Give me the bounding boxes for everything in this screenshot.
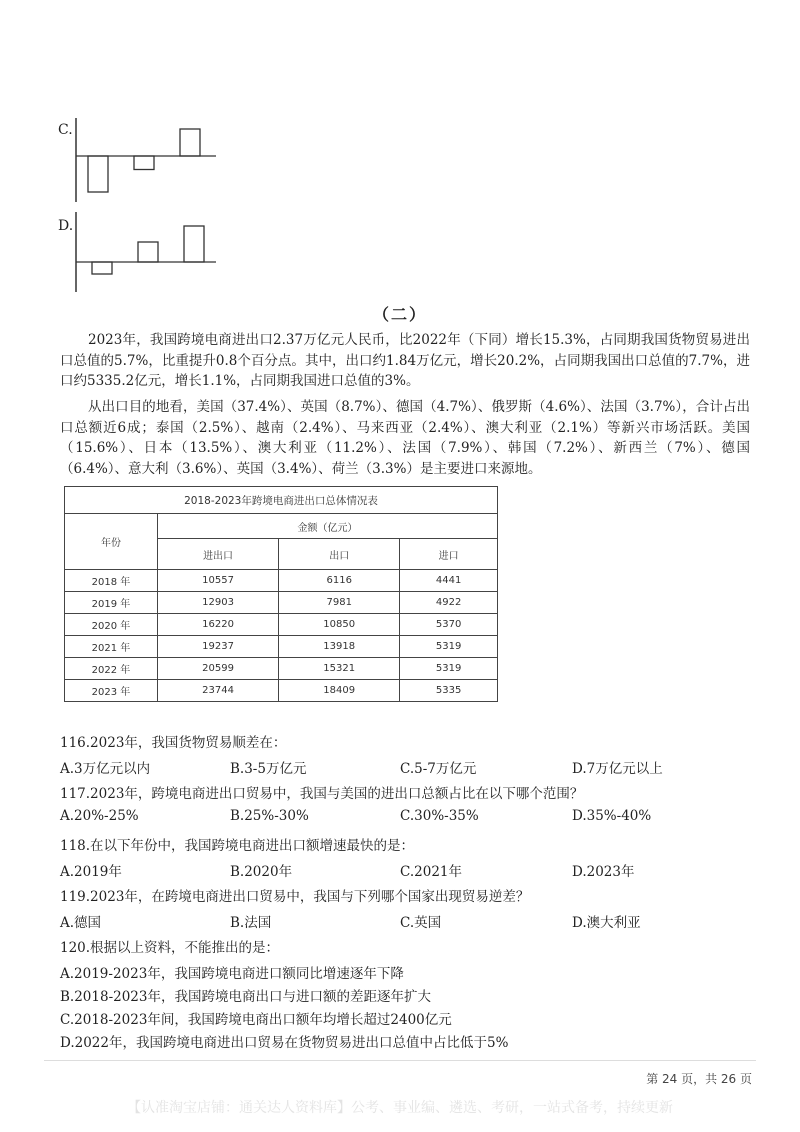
table-row [65,614,498,636]
table-row [65,658,498,680]
cell-total: 23744 [158,680,279,702]
chart-bar-2 [134,156,154,170]
option-c[interactable]: C.2018-2023年间，我国跨境电商出口额年均增长超过2400亿元 [60,1012,452,1028]
watermark: 【认准淘宝店铺：通关达人资料库】公考、事业编、遴选、考研，一站式备考，持续更新 [127,1100,673,1116]
cell-export: 6116 [279,570,400,592]
option-b[interactable]: B.3-5万亿元 [230,761,307,777]
option-b[interactable]: B.法国 [230,915,272,931]
cell-total: 16220 [158,614,279,636]
amount-header: 金额（亿元） [158,514,498,539]
option-d-chart [70,212,220,296]
table-row [65,592,498,614]
chart-bar-1 [88,156,108,192]
cell-total: 12903 [158,592,279,614]
table-caption: 2018-2023年跨境电商进出口总体情况表 [65,487,498,514]
option-c[interactable]: C.5-7万亿元 [400,761,477,777]
paragraph-1: 2023年，我国跨境电商进出口2.37万亿元人民币，比2022年（下同）增长15.3%，占同期我国货物贸易进出口总值的5.7%，比重提升0.8个百分点。其中，出口约1.84万亿元，增长20.2%，占同期我国出口总值的7.7%，进口约5335.2亿元，增长1.1%，占同期我国进口总值的3%。 [60,332,750,389]
option-a[interactable]: A.20%-25% [60,808,139,824]
page-number: 第 24 页，共 26 页 [646,1072,752,1086]
cell-year: 2020 年 [65,614,158,636]
col-header-import: 进口 [400,539,498,570]
chart-bar-3 [184,226,204,262]
footer-divider [44,1060,756,1061]
cell-total: 19237 [158,636,279,658]
cell-import: 5319 [400,658,498,680]
option-d-label: D. [58,218,74,234]
cell-import: 4922 [400,592,498,614]
option-b[interactable]: B.25%-30% [230,808,309,824]
chart-bar-1 [92,262,112,274]
cell-import: 5335 [400,680,498,702]
option-a[interactable]: A.2019年 [60,864,122,880]
option-c[interactable]: C.2021年 [400,864,462,880]
cell-total: 20599 [158,658,279,680]
cell-year: 2019 年 [65,592,158,614]
option-a[interactable]: A.2019-2023年，我国跨境电商进口额同比增速逐年下降 [60,966,404,982]
question-118: 118.在以下年份中，我国跨境电商进出口额增速最快的是： [60,838,415,854]
cell-year: 2018 年 [65,570,158,592]
option-b[interactable]: B.2020年 [230,864,293,880]
year-header: 年份 [65,514,158,570]
cell-import: 5319 [400,636,498,658]
cell-year: 2022 年 [65,658,158,680]
table-row [65,636,498,658]
option-d[interactable]: D.7万亿元以上 [572,761,663,777]
cell-import: 4441 [400,570,498,592]
col-header-export: 出口 [279,539,400,570]
data-table [64,486,498,702]
option-c[interactable]: C.30%-35% [400,808,479,824]
cell-import: 5370 [400,614,498,636]
option-c-chart [70,118,220,204]
option-a[interactable]: A.3万亿元以内 [60,761,151,777]
cell-export: 13918 [279,636,400,658]
table-row [65,680,498,702]
cell-export: 10850 [279,614,400,636]
option-a[interactable]: A.德国 [60,915,102,931]
section-title: （二） [372,305,427,324]
col-header-total: 进出口 [158,539,279,570]
option-c[interactable]: C.英国 [400,915,442,931]
question-117: 117.2023年，跨境电商进出口贸易中，我国与美国的进出口总额占比在以下哪个范围？ [60,786,584,802]
cell-year: 2023 年 [65,680,158,702]
option-c-label: C. [58,122,73,138]
cell-export: 18409 [279,680,400,702]
option-d[interactable]: D.35%-40% [572,808,652,824]
cell-export: 15321 [279,658,400,680]
cell-total: 10557 [158,570,279,592]
option-d[interactable]: D.澳大利亚 [572,915,641,931]
option-d[interactable]: D.2023年 [572,864,635,880]
paragraph-2: 从出口目的地看，美国（37.4%）、英国（8.7%）、德国（4.7%）、俄罗斯（4.6%）、法国（3.7%），合计占出口总额近6成；泰国（2.5%）、越南（2.4%）、马来西亚（2.4%）、澳大利亚（2.1%）等新兴市场活跃。美国（15.6%）、日本（13.5%）、澳大利亚（11.2%）、法国（7.9%）、韩国（7.2%）、新西兰（7%）、德国（6.4%）、意大利（3.6%）、英国（3.4%）、荷兰（3.3%）是主要进口来源地。 [60,399,750,477]
table-row [65,570,498,592]
cell-year: 2021 年 [65,636,158,658]
question-120: 120.根据以上资料，不能推出的是： [60,940,280,956]
cell-export: 7981 [279,592,400,614]
question-119: 119.2023年，在跨境电商进出口贸易中，我国与下列哪个国家出现贸易逆差？ [60,889,530,905]
option-b[interactable]: B.2018-2023年，我国跨境电商出口与进口额的差距逐年扩大 [60,989,431,1005]
question-116: 116.2023年，我国货物贸易顺差在： [60,735,287,751]
chart-bar-2 [138,242,158,262]
option-d[interactable]: D.2022年，我国跨境电商进出口贸易在货物贸易进出口总值中占比低于5% [60,1035,509,1051]
chart-bar-3 [180,129,200,156]
